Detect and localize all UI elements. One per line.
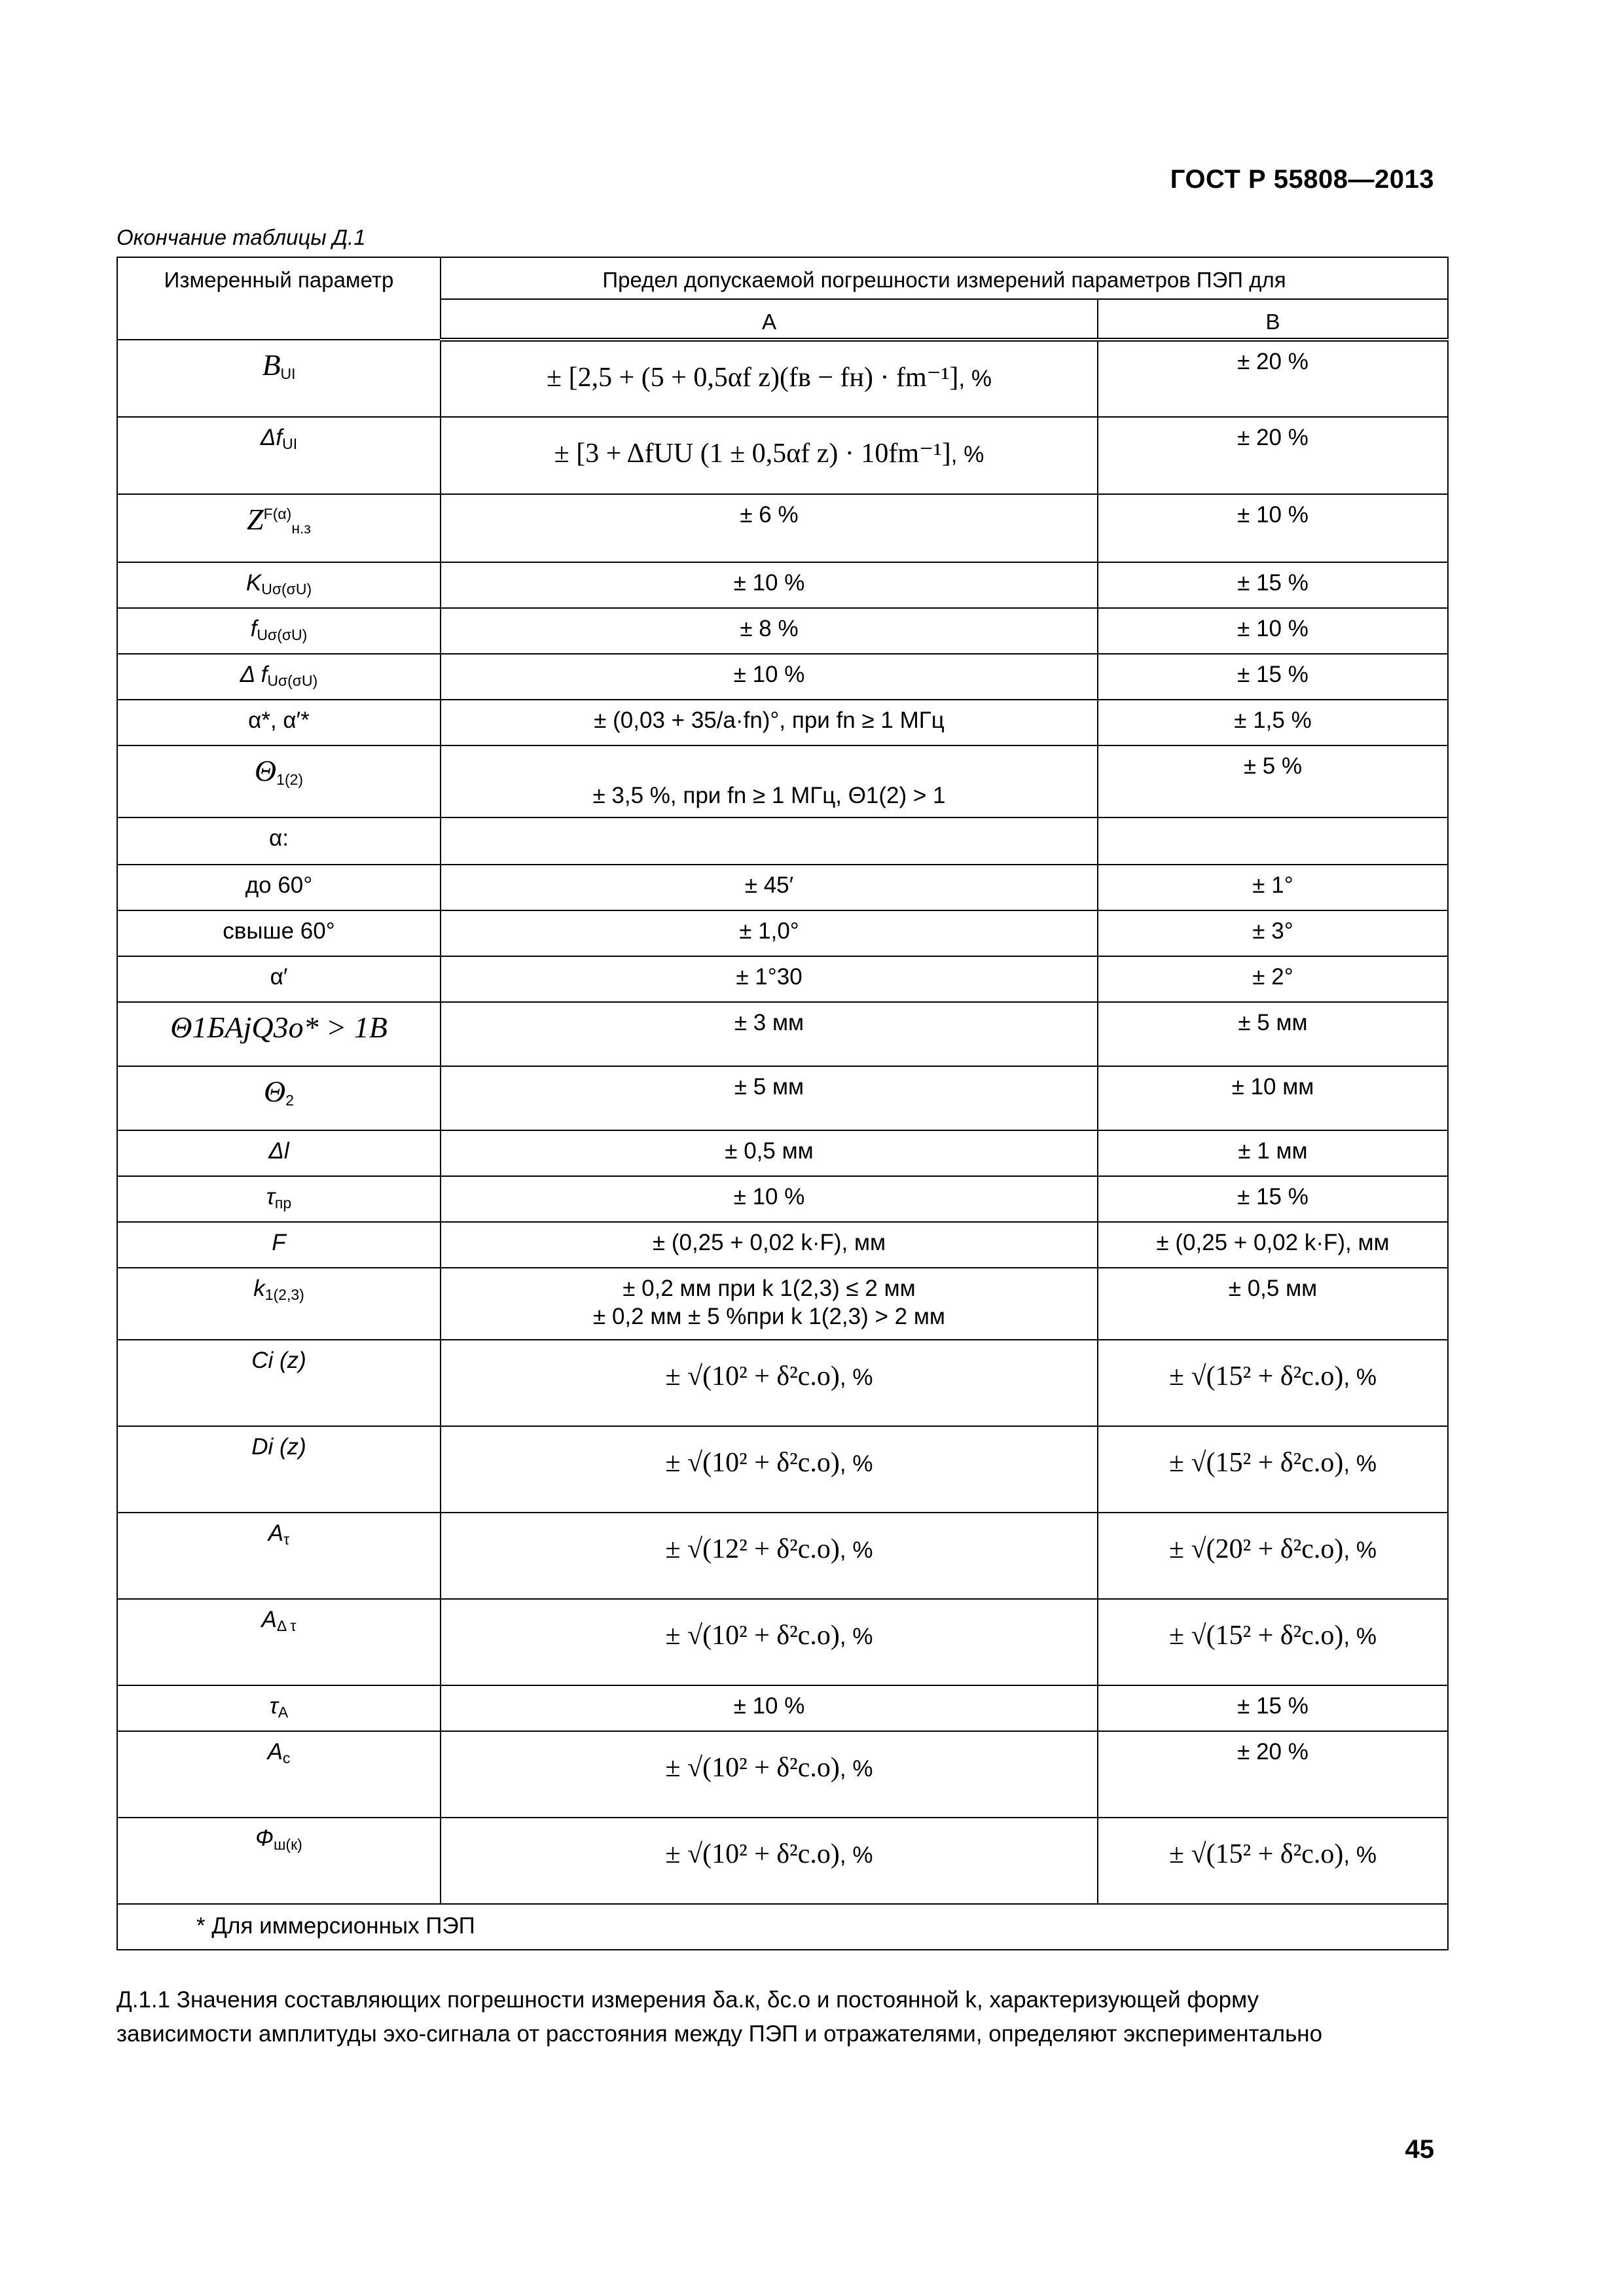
value-cell-b [1098, 608, 1448, 654]
param-subscript: пр [274, 1194, 292, 1211]
value-cell-b [1098, 1685, 1448, 1731]
param-symbol: Θ1БAjQ3o* > 1B [170, 1011, 388, 1044]
value-a: ± 10 % [733, 1693, 805, 1719]
value-cell-a [441, 562, 1098, 608]
param-symbol: f [250, 616, 257, 641]
value-cell-a [441, 745, 1098, 817]
value-a: ± 10 % [733, 662, 805, 687]
value-b: ± 5 мм [1238, 1010, 1308, 1035]
param-cell [117, 654, 441, 700]
param-symbol: Δl [268, 1138, 289, 1164]
param-symbol: A [261, 1607, 277, 1632]
table-row [117, 654, 1448, 700]
param-cell [117, 745, 441, 817]
param-subscript: Uσ(σU) [261, 581, 312, 598]
value-b: ± √(15² + δ²c.o) [1169, 1839, 1344, 1869]
value-cell-b [1098, 1426, 1448, 1513]
value-cell-b [1098, 1002, 1448, 1066]
table-row [117, 1513, 1448, 1599]
param-cell [117, 562, 441, 608]
value-cell-a [441, 417, 1098, 494]
value-cell-b [1098, 1222, 1448, 1268]
value-b: ± 15 % [1237, 1693, 1308, 1719]
document-standard-header: ГОСТ Р 55808—2013 [1170, 165, 1434, 194]
param-cell [117, 494, 441, 562]
value-cell-b [1098, 1130, 1448, 1176]
table-row [117, 1599, 1448, 1685]
table-row [117, 1731, 1448, 1818]
value-cell-b [1098, 700, 1448, 745]
param-cell [117, 1731, 441, 1818]
value-a-unit: , % [839, 1624, 873, 1649]
paragraph-line-1: Д.1.1 Значения составляющих погрешности измерения δa.к, δc.o и постоянной k, характеризующей форму [117, 1987, 1259, 2013]
value-a-unit: , % [950, 442, 984, 467]
value-cell-a [441, 1066, 1098, 1130]
value-cell-a [441, 340, 1098, 417]
value-cell-b [1098, 1818, 1448, 1904]
value-a-unit: , % [839, 1451, 873, 1477]
param-cell [117, 1426, 441, 1513]
param-subscript: UI [280, 365, 296, 382]
value-a: ± [2,5 + (5 + 0,5αf z)(fв − fн) · fm⁻¹] [547, 363, 959, 393]
value-cell-a [441, 1176, 1098, 1222]
value-a: ± √(10² + δ²c.o) [665, 1753, 840, 1783]
value-b: ± 1° [1252, 872, 1293, 898]
value-cell-b [1098, 1340, 1448, 1426]
value-cell-b [1098, 494, 1448, 562]
param-cell [117, 817, 441, 865]
value-cell-a [441, 1002, 1098, 1066]
param-symbol: α*, α′* [248, 708, 310, 733]
value-b: ± 20 % [1237, 425, 1308, 450]
param-cell [117, 417, 441, 494]
table-row [117, 1426, 1448, 1513]
table-header-row [117, 257, 1448, 299]
value-a: ± 0,2 мм при k 1(2,3) ≤ 2 мм [623, 1276, 916, 1301]
param-cell [117, 1130, 441, 1176]
table-row [117, 494, 1448, 562]
param-subscript: c [282, 1749, 291, 1767]
param-cell [117, 956, 441, 1002]
value-cell-a [441, 1599, 1098, 1685]
value-a: ± 0,5 мм [725, 1138, 814, 1164]
value-b: ± 15 % [1237, 662, 1308, 687]
value-cell-b [1098, 745, 1448, 817]
value-b-unit: , % [1343, 1842, 1377, 1868]
table-row [117, 817, 1448, 865]
header-col-b: В [1098, 299, 1448, 340]
value-b: ± 20 % [1237, 349, 1308, 374]
value-cell-b [1098, 817, 1448, 865]
value-a: ± 3,5 %, при fn ≥ 1 МГц, Θ1(2) > 1 [592, 783, 946, 809]
value-b-unit: , % [1343, 1365, 1377, 1390]
value-b: ± 10 % [1237, 616, 1308, 641]
value-a: ± 10 % [733, 1184, 805, 1210]
value-b-unit: , % [1343, 1537, 1377, 1563]
param-subscript: Uσ(σU) [267, 672, 318, 689]
param-subscript: 1(2) [276, 771, 304, 788]
param-cell [117, 1599, 441, 1685]
value-b: ± √(15² + δ²c.o) [1169, 1621, 1344, 1651]
value-cell-b [1098, 1731, 1448, 1818]
param-cell [117, 1685, 441, 1731]
table-row [117, 956, 1448, 1002]
value-cell-b [1098, 1513, 1448, 1599]
footnote-row [117, 1904, 1448, 1950]
value-b: ± √(15² + δ²c.o) [1169, 1361, 1344, 1391]
table-row [117, 1130, 1448, 1176]
value-b: ± 20 % [1237, 1739, 1308, 1765]
table-row [117, 1176, 1448, 1222]
value-cell-b [1098, 1176, 1448, 1222]
value-a-unit: , % [958, 366, 992, 391]
value-a: ± 1,0° [739, 918, 799, 944]
value-a-unit: , % [839, 1842, 873, 1868]
param-symbol: τ [269, 1693, 278, 1719]
value-a: ± (0,25 + 0,02 k·F), мм [652, 1230, 886, 1255]
value-cell-a [441, 1818, 1098, 1904]
header-limit: Предел допускаемой погрешности измерений параметров ПЭП для [441, 257, 1448, 299]
value-a: ± 45′ [744, 872, 794, 898]
table-row [117, 910, 1448, 956]
value-a: ± 6 % [740, 502, 799, 528]
value-a: ± 10 % [733, 570, 805, 596]
param-cell [117, 1176, 441, 1222]
value-cell-b [1098, 654, 1448, 700]
table-row [117, 417, 1448, 494]
value-a-unit: , % [839, 1537, 873, 1563]
header-param: Измеренный параметр [117, 257, 441, 340]
value-cell-b [1098, 1268, 1448, 1340]
param-subscript: UI [282, 435, 298, 452]
value-b-unit: , % [1343, 1451, 1377, 1477]
param-subscript: ш(к) [273, 1836, 302, 1853]
paragraph-line-2: зависимости амплитуды эхо-сигнала от расстояния между ПЭП и отражателями, определяют экспериментально [117, 2021, 1323, 2047]
value-a: ± (0,03 + 35/a·fn)°, при fn ≥ 1 МГц [594, 708, 945, 733]
param-cell [117, 910, 441, 956]
value-b: ± 0,5 мм [1228, 1276, 1318, 1301]
value-cell-a [441, 1130, 1098, 1176]
error-limits-table [117, 257, 1449, 1950]
value-a: ± 5 мм [734, 1074, 804, 1100]
table-row [117, 700, 1448, 745]
value-cell-a [441, 1685, 1098, 1731]
param-cell [117, 1222, 441, 1268]
param-symbol: A [268, 1520, 284, 1546]
table-row [117, 865, 1448, 910]
table-row [117, 1685, 1448, 1731]
value-b: ± 10 % [1237, 502, 1308, 528]
value-b: ± √(15² + δ²c.o) [1169, 1448, 1344, 1478]
value-b: ± √(20² + δ²c.o) [1169, 1534, 1344, 1564]
param-subscript: н.з [291, 520, 311, 537]
param-cell [117, 1340, 441, 1426]
value-a: ± √(10² + δ²c.o) [665, 1448, 840, 1478]
value-a: ± 8 % [740, 616, 799, 641]
value-a: ± √(10² + δ²c.o) [665, 1839, 840, 1869]
table-caption: Окончание таблицы Д.1 [117, 225, 366, 249]
value-a-unit: , % [839, 1756, 873, 1782]
table-row [117, 1066, 1448, 1130]
value-cell-a [441, 1222, 1098, 1268]
value-a: ± √(10² + δ²c.o) [665, 1361, 840, 1391]
param-cell [117, 1818, 441, 1904]
value-cell-b [1098, 865, 1448, 910]
table-row [117, 745, 1448, 817]
param-symbol: Ci (z) [251, 1348, 306, 1373]
param-symbol: до 60° [245, 872, 313, 898]
param-symbol: F [272, 1230, 286, 1255]
table-row [117, 1268, 1448, 1340]
value-cell-a [441, 956, 1098, 1002]
value-cell-a [441, 608, 1098, 654]
value-a: ± √(12² + δ²c.o) [665, 1534, 840, 1564]
table-row [117, 1002, 1448, 1066]
value-cell-a [441, 1426, 1098, 1513]
value-a: ± 3 мм [734, 1010, 804, 1035]
value-b: ± 1 мм [1238, 1138, 1308, 1164]
value-cell-b [1098, 417, 1448, 494]
param-symbol: Di (z) [251, 1434, 306, 1460]
param-symbol: Z [247, 503, 264, 536]
value-cell-b [1098, 340, 1448, 417]
value-a: ± 1°30 [736, 964, 803, 990]
param-symbol: Δ f [240, 662, 268, 687]
param-subscript: 1(2,3) [264, 1286, 304, 1303]
param-cell [117, 608, 441, 654]
value-cell-a [441, 1340, 1098, 1426]
param-symbol: свыше 60° [223, 918, 335, 944]
param-symbol: Ф [255, 1825, 274, 1851]
value-cell-b [1098, 562, 1448, 608]
param-superscript: F(α) [263, 505, 292, 522]
value-b: ± 15 % [1237, 570, 1308, 596]
param-cell [117, 1002, 441, 1066]
param-cell [117, 1513, 441, 1599]
value-b: ± 2° [1252, 964, 1293, 990]
param-symbol: K [245, 570, 262, 596]
value-a: ± [3 + ΔfUU (1 ± 0,5αf z) · 10fm⁻¹] [554, 439, 951, 469]
header-col-a: А [441, 299, 1098, 340]
value-cell-a [441, 654, 1098, 700]
param-cell [117, 700, 441, 745]
param-symbol: Θ [254, 754, 277, 787]
table-row [117, 1340, 1448, 1426]
table-row [117, 1222, 1448, 1268]
param-symbol: Δf [260, 425, 283, 450]
value-cell-a [441, 1513, 1098, 1599]
param-symbol: α′ [270, 964, 288, 990]
table-row [117, 562, 1448, 608]
value-cell-a [441, 865, 1098, 910]
param-subscript: 2 [285, 1092, 295, 1109]
value-b: ± (0,25 + 0,02 k·F), мм [1156, 1230, 1390, 1255]
value-a: ± √(10² + δ²c.o) [665, 1621, 840, 1651]
param-symbol: B [262, 348, 281, 382]
param-symbol: α: [269, 825, 289, 851]
value-cell-a [441, 1268, 1098, 1340]
value-cell-b [1098, 1599, 1448, 1685]
value-cell-a [441, 817, 1098, 865]
param-cell [117, 340, 441, 417]
param-subscript: τ [283, 1531, 290, 1548]
value-a-line-2: ± 0,2 мм ± 5 %при k 1(2,3) > 2 мм [593, 1303, 945, 1329]
value-b: ± 5 % [1243, 753, 1303, 779]
value-b-unit: , % [1343, 1624, 1377, 1649]
table-footnote: * Для иммерсионных ПЭП [117, 1904, 1448, 1950]
value-cell-b [1098, 1066, 1448, 1130]
table-row [117, 340, 1448, 417]
param-symbol: k [253, 1276, 265, 1301]
table-row [117, 1818, 1448, 1904]
value-cell-a [441, 1731, 1098, 1818]
param-subscript: Δ τ [276, 1617, 297, 1634]
value-a-unit: , % [839, 1365, 873, 1390]
value-b: ± 1,5 % [1234, 708, 1312, 733]
value-b: ± 15 % [1237, 1184, 1308, 1210]
value-cell-a [441, 494, 1098, 562]
param-subscript: A [278, 1704, 289, 1721]
page-number: 45 [1405, 2135, 1434, 2164]
table-row [117, 608, 1448, 654]
param-cell [117, 1268, 441, 1340]
value-cell-b [1098, 910, 1448, 956]
param-symbol: Θ [263, 1075, 286, 1108]
value-b: ± 3° [1252, 918, 1293, 944]
param-cell [117, 865, 441, 910]
param-cell [117, 1066, 441, 1130]
value-cell-b [1098, 956, 1448, 1002]
value-cell-a [441, 910, 1098, 956]
param-subscript: Uσ(σU) [257, 626, 308, 643]
value-cell-a [441, 700, 1098, 745]
param-symbol: A [267, 1739, 283, 1765]
value-b: ± 10 мм [1231, 1074, 1314, 1100]
param-symbol: τ [266, 1184, 275, 1210]
